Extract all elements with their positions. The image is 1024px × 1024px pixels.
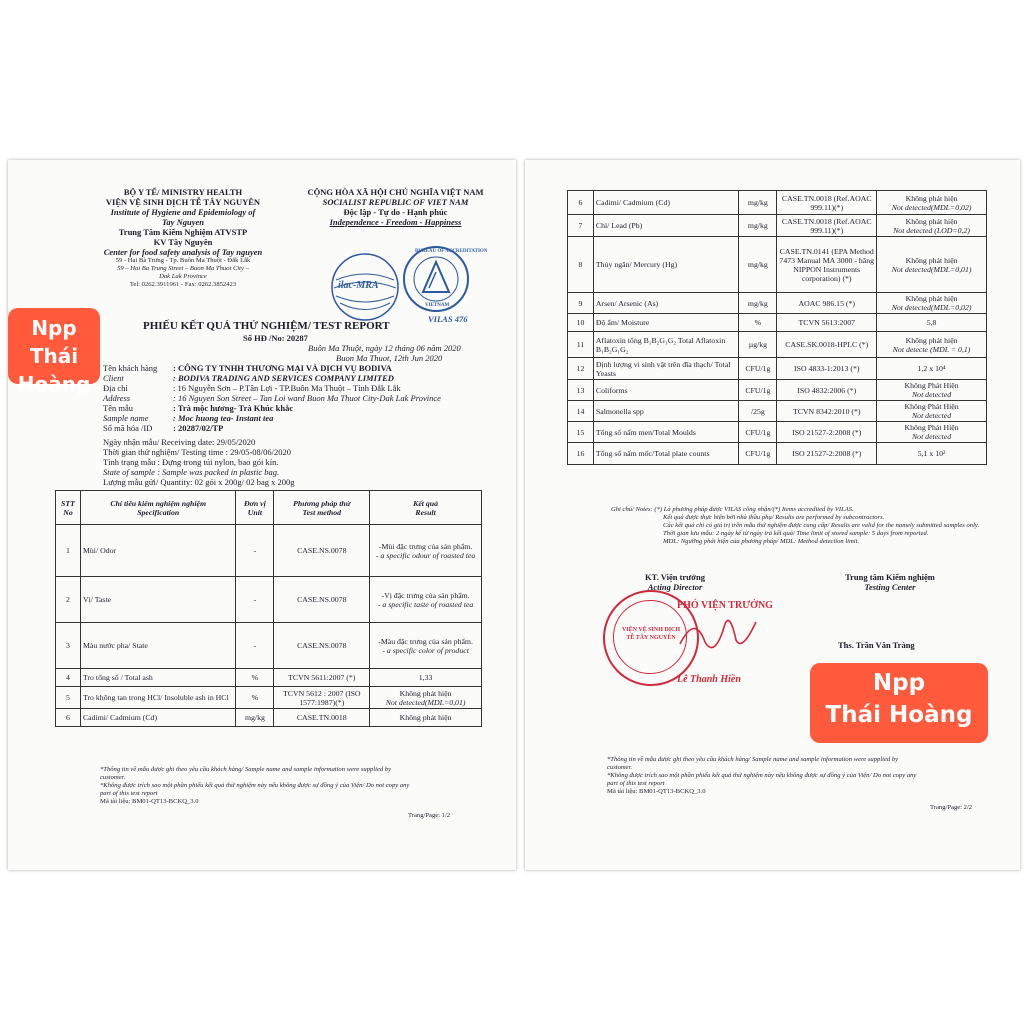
signer-right-title: Trung tâm Kiểm nghiệm — [845, 572, 935, 582]
col-unit: Đơn vị Unit — [236, 491, 274, 525]
table-row — [56, 577, 482, 623]
center-en: Center for food safety analysis of Tay nguyen — [103, 247, 263, 257]
table-row — [56, 525, 482, 577]
result-secondary: Not detected — [911, 411, 952, 420]
cell-spec: Salmonella spp — [593, 401, 738, 422]
cell-result — [877, 332, 987, 358]
report-title: PHIẾU KẾT QUẢ THỬ NGHIỆM/ TEST REPORT — [143, 320, 390, 332]
cell-unit: CFU/1g — [739, 358, 777, 380]
cell-no: 10 — [568, 314, 594, 332]
signature-left — [670, 604, 760, 664]
sample-info — [103, 437, 295, 487]
watermark-badge-1: Npp Thái Hoàng — [8, 308, 100, 384]
cell-unit: % — [236, 669, 274, 687]
table-row — [568, 215, 987, 237]
info-row — [103, 423, 503, 433]
table-row — [56, 687, 482, 709]
cell-no: 13 — [568, 380, 594, 401]
cell-spec: Arsen/ Arsenic (As) — [593, 293, 738, 314]
cell-result — [370, 709, 482, 727]
signer-right-name: Ths. Trần Văn Tràng — [838, 640, 915, 650]
result-primary: 5,8 — [926, 318, 937, 327]
cell-unit: - — [236, 623, 274, 669]
cell-method: ISO 21527-2:2008 (*) — [777, 422, 877, 443]
cell-no: 1 — [56, 525, 81, 577]
cell-unit: CFU/1g — [739, 380, 777, 401]
cell-method: CASE.TN.0141 (EPA Method 7473 Manual MA 3000 - hãng NIPPON Instruments corporation) (*) — [777, 237, 877, 293]
cell-no: 4 — [56, 669, 81, 687]
cell-unit: % — [739, 314, 777, 332]
cell-unit: - — [236, 525, 274, 577]
info-value: : Moc huong tea- Instant tea — [173, 413, 274, 423]
result-primary: -Màu đặc trưng của sản phẩm. — [378, 636, 473, 646]
cell-spec: Mùi/ Odor — [80, 525, 235, 577]
cell-unit: mg/kg — [739, 237, 777, 293]
info-value: : CÔNG TY TNHH THƯƠNG MẠI VÀ DỊCH VỤ BODIVA — [173, 363, 392, 373]
result-primary: Không phát hiện — [399, 688, 452, 698]
page-number-2: Trang/Page: 2/2 — [930, 804, 973, 811]
col-spec: Chỉ tiêu kiểm nghiệm nghiệm Specification — [80, 491, 235, 525]
cell-result — [877, 237, 987, 293]
info-label: Tên khách hàng — [103, 363, 158, 373]
info-row — [103, 393, 503, 403]
institute-header — [68, 187, 298, 289]
cell-result — [877, 191, 987, 215]
result-secondary: Not detected(MDL=0,02) — [891, 303, 972, 312]
republic-vn: CỘNG HÒA XÃ HỘI CHỦ NGHĨA VIỆT NAM — [307, 187, 484, 197]
cell-method: CASE.TN.0018 (Ref.AOAC 999.11)(*) — [777, 191, 877, 215]
phone-fax: Tel: 0262.3911961 - Fax: 0262.3852423 — [129, 281, 237, 288]
info-value: : 16 Nguyen Son Street – Tan Loi ward Buon Ma Thuot City-Dak Lak Province — [173, 393, 441, 403]
result-primary: Không phát hiện — [905, 216, 958, 226]
cell-no: 6 — [568, 191, 594, 215]
result-secondary: Not detected(MDL=0,01) — [385, 697, 466, 707]
republic-en: SOCIALIST REPUBLIC OF VIET NAM — [322, 197, 469, 207]
republic-header — [283, 187, 508, 227]
info-row — [103, 383, 503, 393]
cell-result — [877, 443, 987, 465]
motto-vn: Độc lập - Tự do - Hạnh phúc — [343, 207, 448, 217]
cell-result — [877, 293, 987, 314]
cell-no: 5 — [56, 687, 81, 709]
motto-en: Independence - Freedom - Happiness — [329, 217, 462, 227]
result-primary: Không Phát Hiện — [904, 402, 959, 411]
result-secondary: - a specific odour of roasted tea — [375, 550, 476, 560]
result-secondary: Not detecte (MDL = 0,1) — [892, 344, 971, 354]
info-value: : 20287/02/TP — [173, 423, 224, 433]
info-label: Địa chỉ — [103, 383, 128, 393]
result-primary: Không phát hiện — [905, 255, 958, 265]
cell-method: CASE.TN.0018 (Ref.AOAC 999.11)(*) — [777, 215, 877, 237]
results-table-1 — [55, 490, 482, 727]
table-row — [568, 422, 987, 443]
info-label: Address — [103, 393, 131, 403]
cell-method: TCVN 5613:2007 — [777, 314, 877, 332]
cell-unit: mg/kg — [739, 191, 777, 215]
institute-seal: VIỆN VỆ SINH DỊCH TỄ TÂY NGUYÊN — [603, 590, 699, 686]
cell-result — [877, 215, 987, 237]
cell-unit: CFU/1g — [739, 422, 777, 443]
ilac-logo: ilac-MRA — [330, 252, 400, 322]
cell-unit: µg/kg — [739, 332, 777, 358]
result-secondary: Not detected — [911, 432, 952, 441]
result-primary: -Vị đặc trưng của sản phẩm. — [381, 590, 470, 600]
cell-spec: Màu nước pha/ State — [80, 623, 235, 669]
signer-left-subtitle: Acting Director — [647, 582, 703, 592]
address-en-2: Dak Lak Province — [159, 273, 207, 280]
table-row — [568, 401, 987, 422]
info-row — [103, 363, 503, 373]
cell-spec: Vị/ Taste — [80, 577, 235, 623]
cell-no: 9 — [568, 293, 594, 314]
vilas-number: VILAS 476 — [428, 314, 468, 324]
cell-no: 2 — [56, 577, 81, 623]
result-primary: Không Phát Hiện — [904, 381, 959, 390]
result-secondary: - a specific color of product — [382, 645, 469, 655]
signer-right-subtitle: Testing Center — [864, 582, 916, 592]
cell-spec: Aflatoxin tổng B₁B₂G₁G₂ Total Aflatoxin B₁B₂G₁G₂ — [593, 332, 738, 358]
report-date-vn: Buôn Ma Thuột, ngày 12 tháng 06 năm 2020 — [308, 343, 461, 353]
cell-unit: CFU/1g — [739, 443, 777, 465]
cell-method: CASE.SK.0018-HPLC (*) — [777, 332, 877, 358]
cell-unit: /25g — [739, 401, 777, 422]
result-primary: Không phát hiện — [399, 713, 452, 722]
result-primary: -Mùi đặc trưng của sản phẩm. — [378, 541, 473, 551]
result-primary: 1,33 — [418, 673, 433, 682]
institute-en: Institute of Hygiene and Epidemiology of — [110, 207, 256, 217]
info-label: Tên mẫu — [103, 403, 133, 413]
vilas-logo: BUREAU OF ACCREDITATION VIETNAM — [401, 244, 471, 314]
cell-spec: Cadimi/ Cadmium (Cd) — [80, 709, 235, 727]
cell-unit: mg/kg — [739, 293, 777, 314]
cell-unit: mg/kg — [739, 215, 777, 237]
cell-unit: mg/kg — [236, 709, 274, 727]
cell-result — [877, 358, 987, 380]
cell-no: 8 — [568, 237, 594, 293]
cell-method: TCVN 5611:2007 (*) — [274, 669, 370, 687]
table-row — [568, 237, 987, 293]
cell-method: ISO 4832:2006 (*) — [777, 380, 877, 401]
result-secondary: Not detected(MDL=0,02) — [891, 202, 972, 212]
institute-vn: VIỆN VỆ SINH DỊCH TỄ TÂY NGUYÊN — [105, 197, 261, 207]
info-value: : BODIVA TRADING AND SERVICES COMPANY LIMITED — [173, 373, 394, 383]
cell-no: 12 — [568, 358, 594, 380]
address-en: 59 – Hai Ba Trung Street – Buon Ma Thuot City – — [117, 265, 249, 272]
receiving-date: Ngày nhận mẫu/ Receiving date: 29/05/2020 — [103, 437, 256, 447]
cell-spec: Độ ẩm/ Moisture — [593, 314, 738, 332]
center-vn: Trung Tâm Kiểm Nghiệm ATVSTP — [118, 227, 248, 237]
report-page-1 — [8, 160, 516, 870]
cell-spec: Tro tổng số / Total ash — [80, 669, 235, 687]
cell-method: TCVN 8342:2010 (*) — [777, 401, 877, 422]
result-secondary: Not detected — [911, 390, 952, 399]
cell-result — [877, 380, 987, 401]
info-label: Client — [103, 373, 124, 383]
cell-unit: % — [236, 687, 274, 709]
cell-spec: Tổng số nấm mốc/Total plate counts — [593, 443, 738, 465]
footnotes-2: *Thông tin về mẫu được ghi theo yêu cầu khách hàng/ Sample name and sample information were supplied by customer. *Không được trích sao một phần phiếu kết quả thử nghiệm này nếu không được sự đồng ý của Viện/ Do not copy any part of this test report Mã tài liệu: BM01-QT13-BCKQ_3.0 — [607, 756, 917, 795]
cell-unit: - — [236, 577, 274, 623]
result-primary: Không phát hiện — [905, 335, 958, 345]
table-row — [568, 380, 987, 401]
result-primary: 1,2 x 10⁴ — [917, 364, 946, 373]
cell-no: 11 — [568, 332, 594, 358]
info-label: Sample name — [103, 413, 149, 423]
cell-method: CASE.TN.0018 — [274, 709, 370, 727]
result-secondary: Not detected(MDL=0,01) — [891, 264, 972, 274]
result-primary: Không phát hiện — [905, 193, 958, 203]
signer-left-name: Lê Thanh Hiền — [677, 674, 741, 685]
table-row — [56, 669, 482, 687]
sample-state-en: State of sample : Sample was packed in plastic bag. — [103, 467, 280, 477]
cell-no: 3 — [56, 623, 81, 669]
client-info — [103, 363, 503, 433]
cell-no: 6 — [56, 709, 81, 727]
deputy-stamp: PHÓ VIỆN TRƯỞNG — [677, 600, 773, 611]
table-row — [568, 191, 987, 215]
cell-no: 15 — [568, 422, 594, 443]
col-stt: STT No — [56, 491, 81, 525]
result-primary: 5,1 x 10² — [917, 449, 946, 458]
cell-spec: Tổng số nấm men/Total Moulds — [593, 422, 738, 443]
cell-result — [370, 623, 482, 669]
center-region: KV Tây Nguyên — [153, 237, 213, 247]
cell-method: CASE.NS.0078 — [274, 577, 370, 623]
info-value: : 16 Nguyễn Sơn – P.Tân Lợi - TP.Buôn Ma Thuột – Tỉnh Đắk Lắk — [173, 383, 401, 393]
cell-method: ISO 4833-1:2013 (*) — [777, 358, 877, 380]
cell-result — [877, 401, 987, 422]
report-number: Số HĐ /No: 20287 — [243, 333, 308, 343]
signer-left-title: KT. Viện trưởng — [645, 572, 705, 582]
result-primary: Không Phát Hiện — [904, 423, 959, 432]
address-vn: 59 - Hai Bà Trưng - Tp. Buôn Ma Thuột - Đắk Lắk — [115, 257, 251, 264]
col-method: Phương pháp thử Test method — [274, 491, 370, 525]
cell-spec: Coliforms — [593, 380, 738, 401]
table-row — [568, 314, 987, 332]
cell-spec: Thủy ngân/ Mercury (Hg) — [593, 237, 738, 293]
cell-spec: Chì/ Lead (Pb) — [593, 215, 738, 237]
table-row — [568, 332, 987, 358]
result-primary: Không phát hiện — [905, 294, 958, 303]
info-label: Số mã hóa /ID — [103, 423, 153, 433]
info-row — [103, 403, 503, 413]
cell-no: 14 — [568, 401, 594, 422]
cell-result — [877, 314, 987, 332]
footnotes-1: *Thông tin về mẫu được ghi theo yêu cầu khách hàng/ Sample name and sample information were supplied by customer. *Không được trích sao một phần phiếu kết quả thử nghiệm này nếu không được sự đồng ý của Viện/ Do not copy any part of this test report Mã tài liệu: BM01-QT13-BCKQ_3.0 — [100, 766, 410, 805]
cell-spec: Tro không tan trong HCl/ Insoluble ash in HCl — [80, 687, 235, 709]
notes: Ghi chú/ Notes: (*) Là phương pháp được VILAS công nhận/(*) Items accredited by VILAS. Kết quả được thực hiện bởi nhà thầu phụ/ Results are performed by subcontractors. Các kết quả chỉ có giá trị trên mẫu thử nghiệm được cung cấp/ Results are valid for the namely submitted samples only. Thời gian lưu mẫu: 2 ngày kể từ ngày trả kết quả/ Time limit of stored sample: 5 days from reported. MDL: Ngưỡng phát hiện của phương pháp/ MDL: Method detection limit. — [611, 506, 980, 545]
results-table-2 — [567, 190, 987, 465]
cell-result — [877, 422, 987, 443]
cell-result — [370, 669, 482, 687]
info-value: : Trà mộc hương- Trà Khúc khắc — [173, 403, 294, 413]
ministry-line: BỘ Y TẾ/ MINISTRY HEALTH — [123, 187, 243, 197]
info-row — [103, 413, 503, 423]
report-date-en: Buon Ma Thuot, 12th Jun 2020 — [336, 353, 443, 363]
testing-time: Thời gian thử nghiệm/ Testing time : 29/05-08/06/2020 — [103, 447, 292, 457]
sample-quantity: Lượng mẫu gửi/ Quantity: 02 gói x 200g/ 02 bag x 200g — [103, 477, 295, 487]
watermark-badge-2: Npp Thái Hoàng — [810, 663, 988, 743]
sample-state-vn: Tình trạng mẫu : Đựng trong túi nylon, bao gói kín. — [103, 457, 279, 467]
cell-spec: Cadimi/ Cadmium (Cd) — [593, 191, 738, 215]
table-row — [568, 443, 987, 465]
cell-method: CASE.NS.0078 — [274, 623, 370, 669]
cell-method: AOAC 986.15 (*) — [777, 293, 877, 314]
cell-no: 16 — [568, 443, 594, 465]
cell-no: 7 — [568, 215, 594, 237]
result-secondary: Not detected (LOD=0,2) — [893, 225, 971, 235]
cell-result — [370, 577, 482, 623]
col-result: Kết quả Result — [370, 491, 482, 525]
table-row — [56, 623, 482, 669]
result-secondary: - a specific taste of roasted tea — [377, 599, 474, 609]
cell-result — [370, 525, 482, 577]
info-row — [103, 373, 503, 383]
page-number-1: Trang/Page: 1/2 — [408, 812, 451, 819]
cell-spec: Định lượng vi sinh vật trên đĩa thạch/ Total Yeasts — [593, 358, 738, 380]
table-row — [56, 709, 482, 727]
cell-method: ISO 21527-2:2008 (*) — [777, 443, 877, 465]
cell-method: CASE.NS.0078 — [274, 525, 370, 577]
report-page-2 — [525, 160, 1020, 870]
institute-en-2: Tay Nguyen — [162, 217, 204, 227]
table-row — [568, 358, 987, 380]
cell-method: TCVN 5612 : 2007 (ISO 1577:1987)(*) — [274, 687, 370, 709]
cell-result — [370, 687, 482, 709]
table-row — [568, 293, 987, 314]
